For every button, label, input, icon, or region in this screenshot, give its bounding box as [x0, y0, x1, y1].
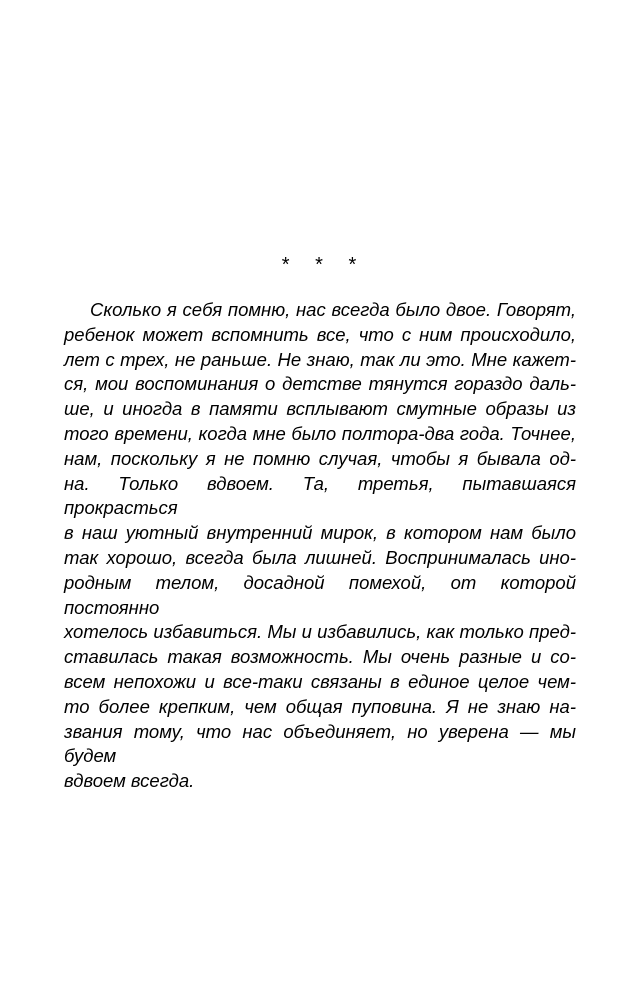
paragraph-line: лет с трех, не раньше. Не знаю, так ли это. Мне кажет- — [64, 348, 576, 370]
paragraph-line: родным телом, досадной помехой, от которой постоянно — [64, 571, 576, 618]
paragraph-line: ся, мои воспоминания о детстве тянутся гораздо даль- — [64, 373, 576, 395]
paragraph-line: ше, и иногда в памяти всплывают смутные образы из — [64, 398, 576, 420]
body-paragraph — [64, 298, 576, 794]
paragraph-line: то более крепким, чем общая пуповина. Я не знаю на- — [64, 695, 576, 717]
paragraph-line: хотелось избавиться. Мы и избавились, как только пред- — [64, 621, 576, 643]
paragraph-line: того времени, когда мне было полтора-два года. Точнее, — [64, 422, 576, 444]
paragraph-line: ребенок может вспомнить все, что с ним происходило, — [64, 323, 576, 345]
paragraph-line: ставилась такая возможность. Мы очень разные и со- — [64, 646, 576, 668]
paragraph-line: на. Только вдвоем. Та, третья, пытавшаяся прокрасться — [64, 472, 576, 519]
section-break-asterisks: * * * — [281, 254, 359, 276]
paragraph-line: нам, поскольку я не помню случая, чтобы я бывала од- — [64, 447, 576, 469]
paragraph-line: Сколько я себя помню, нас всегда было двое. Говорят, — [90, 299, 576, 320]
paragraph-line: звания тому, что нас объединяет, но уверена — мы будем — [64, 720, 576, 767]
paragraph-line: так хорошо, всегда была лишней. Воспринималась ино- — [64, 546, 576, 568]
paragraph-line: в наш уютный внутренний мирок, в котором нам было — [64, 522, 576, 544]
paragraph-line: вдвоем всегда. — [64, 770, 195, 792]
paragraph-line: всем непохожи и все-таки связаны в единое целое чем- — [64, 670, 576, 692]
